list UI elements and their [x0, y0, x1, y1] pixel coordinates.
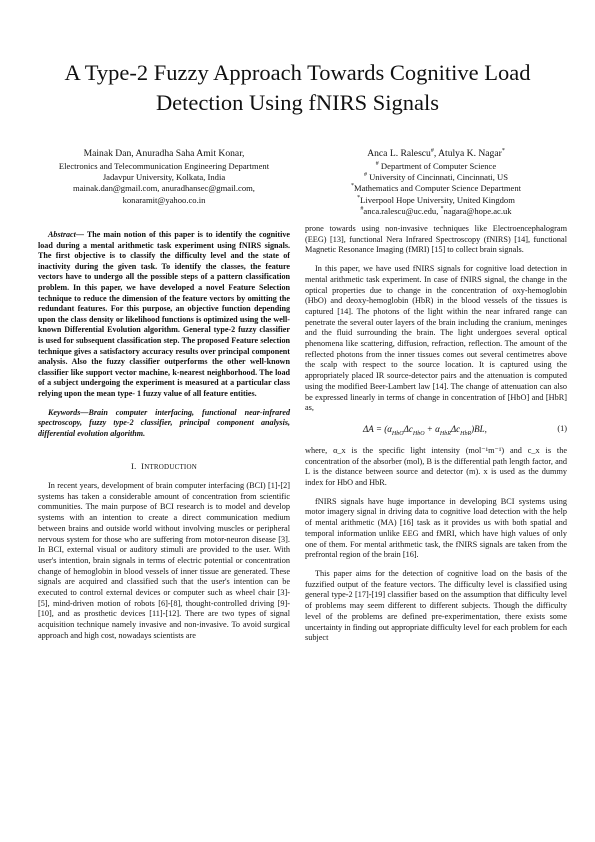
abstract-text: — The main notion of this paper is to identify the cognitive load during a mental arithmetic task experiment using fNIRS signals. The first objective is to classify the difficulty level and the state of inactivity during the given task. To identify the classes, the feature vectors have to undergo all the possible steps of a pattern classification problem. In this paper, we have developed a novel Feature Selection technique to reduce the dimension of the feature vectors by omitting the redundant features. For this purpose, an objective function depending upon the class density or likelihood functions is optimized using the well-known Differential Evolution algorithm. General type-2 fuzzy classifier is used for subsequent classification step. The proposed Feature selection technique gives a satisfactory accuracy results over principal component analysis. Also the fuzzy classifier outperforms the other well-known classifier like support vector machine, k-nearest neighborhood. The load of a subject undergoing the experiment is measured at a particular class relying upon the mean type- 1 fuzzy value of all feature entities. [38, 230, 290, 398]
abstract-label: Abstract [48, 230, 76, 239]
author-names-left: Mainak Dan, Anuradha Saha Amit Konar, [83, 148, 245, 159]
keywords-text: —Brain computer interfacing, functional near-infrared spectroscopy, fuzzy type-2 classifier, principal component analysis, differential evolution algorithm. [38, 407, 290, 438]
author-dept-left: Electronics and Telecommunication Engineering Department [58, 161, 270, 171]
author-block-right [305, 148, 567, 217]
author-block-left [38, 148, 290, 206]
right-paragraph-3: where, α_x is the specific light intensity (mol⁻¹m⁻¹) and c_x is the concentration of the absorber (mol), B is the differential path length factor, and L is the distance between source and detector (m). x is used as the dummy index for HbO and HbR. [305, 445, 567, 488]
intro-paragraph-1: In recent years, development of brain computer interfacing (BCI) [1]-[2] systems has taken a considerable amount of concentration from scientific communities. The main purpose of BCI research is to model and develop systems with an intention to create a direct communication medium between brains and outside world without involving muscles or peripheral nervous system for those who are suffering from motor-neuron disease [3]. In BCI, external visual or auditory stimuli are provided to the user. With user's intention, brain signals in terms of electric potential or concentration change of hemoglobin in blood vessels of inner tissue are generated. These signals are acquired and classified such that the user's intention can be executed to control external devices or computer such as wheel chair [3]-[5], mind-driven motion of robots [6]-[8], thought-controlled driving [9]-[10], and as prosthetic devices [11]-[12]. There are two types of signal acquisition technique namely invasive and non-invasive. To avoid surgical approach and high cost, nowadays scientists are [38, 480, 290, 640]
affil-line-1: # Department of Computer Science [375, 161, 497, 171]
author-email-left-2: konaramit@yahoo.co.in [122, 194, 206, 205]
affil-line-2: # University of Cincinnati, Cincinnati, US [363, 172, 509, 183]
keywords-label: Keywords [48, 407, 81, 417]
equation-expression: $\Delta A = (\alpha_{HbO}\Delta c_{HbO} + \alpha_{HbR}\Delta c_{HbR})BL$, [363, 423, 487, 437]
abstract [38, 230, 290, 400]
right-paragraph-4: fNIRS signals have huge importance in developing BCI systems using motor imagery signal in driving data to cognitive load detection with the help of mental arithmetic (MA) [16] task as it provides us with both spatial and temporal information unlike EEG and fMRI, which have high values of only one of them. For mental arithmetic task, the fNIRS signals are taken from the prefrontal region of the brain [16]. [305, 496, 567, 560]
right-column [305, 224, 567, 652]
title-line-1: A Type-2 Fuzzy Approach Towards Cognitive Load [64, 60, 531, 85]
right-paragraph-5: This paper aims for the detection of cognitive load on the basis of the fuzzified output of the feature vectors. The difficulty level is classified using general type-2 [17]-[19] classifier based on the assumption that difficulty level of problems may seem different to different subjects. Though the difficulty level of the problems are defined pre-experimentation, there exists some uncertainty in finding out appropriate difficulty level for each problem for each subject [305, 568, 567, 643]
left-column [38, 230, 290, 650]
author-email-left-1: mainak.dan@gmail.com, anuradhansec@gmail.com, [73, 183, 255, 194]
right-paragraph-2: In this paper, we have used fNIRS signals for cognitive load detection in mental arithmetic task experiment. In case of fNIRS signal, the change in the optical properties due to change in the concentration of oxy-hemoglobin (HbO) and deoxy-hemoglobin (HbR) in the blood vessels of the tissues is captured [14]. The photons of the light within the near infrared range can penetrate the several outer layers of the brain including the cranium, meninges and the fluid surrounding the brain. The light undergoes several optical phenomena like scattering, diffusion, refraction, reflection. The amount of the reflected photons from the inner tissues comes out several centimetres above the scalp with respect to the source location. It is captured using the appropriately placed IR source-detector pairs and the attenuation is computed using the modified Beer-Lambert law [14]. The change of attenuation can also be expressed linearly in terms of change in concentration of [HbO] and [HbR] as, [305, 264, 567, 413]
author-univ-left: Jadavpur University, Kolkata, India [102, 172, 226, 183]
author-names-right: Anca L. Ralescu#, Atulya K. Nagar* [367, 147, 505, 159]
affil-line-4: *Liverpool Hope University, United Kingdom [357, 194, 515, 205]
title-line-2: Detection Using fNIRS Signals [155, 90, 440, 115]
paper-title [30, 58, 565, 118]
right-paragraph-1: prone towards using non-invasive techniques like Electroencephalogram (EEG) [13], functional Nera Infrared Spectroscopy (fNIRS) [14], functional Magnetic Resonance Imaging (fMRI) [15] to collect brain signals. [305, 224, 567, 255]
equation-number: (1) [557, 423, 567, 433]
equation-1 [305, 422, 567, 440]
affil-email: #anca.ralescu@uc.edu, *nagara@hope.ac.uk [360, 205, 512, 216]
section-heading-introduction: I. INTRODUCTION [131, 461, 197, 472]
affil-line-3: *Mathematics and Computer Science Department [350, 183, 522, 194]
keywords [38, 408, 290, 440]
